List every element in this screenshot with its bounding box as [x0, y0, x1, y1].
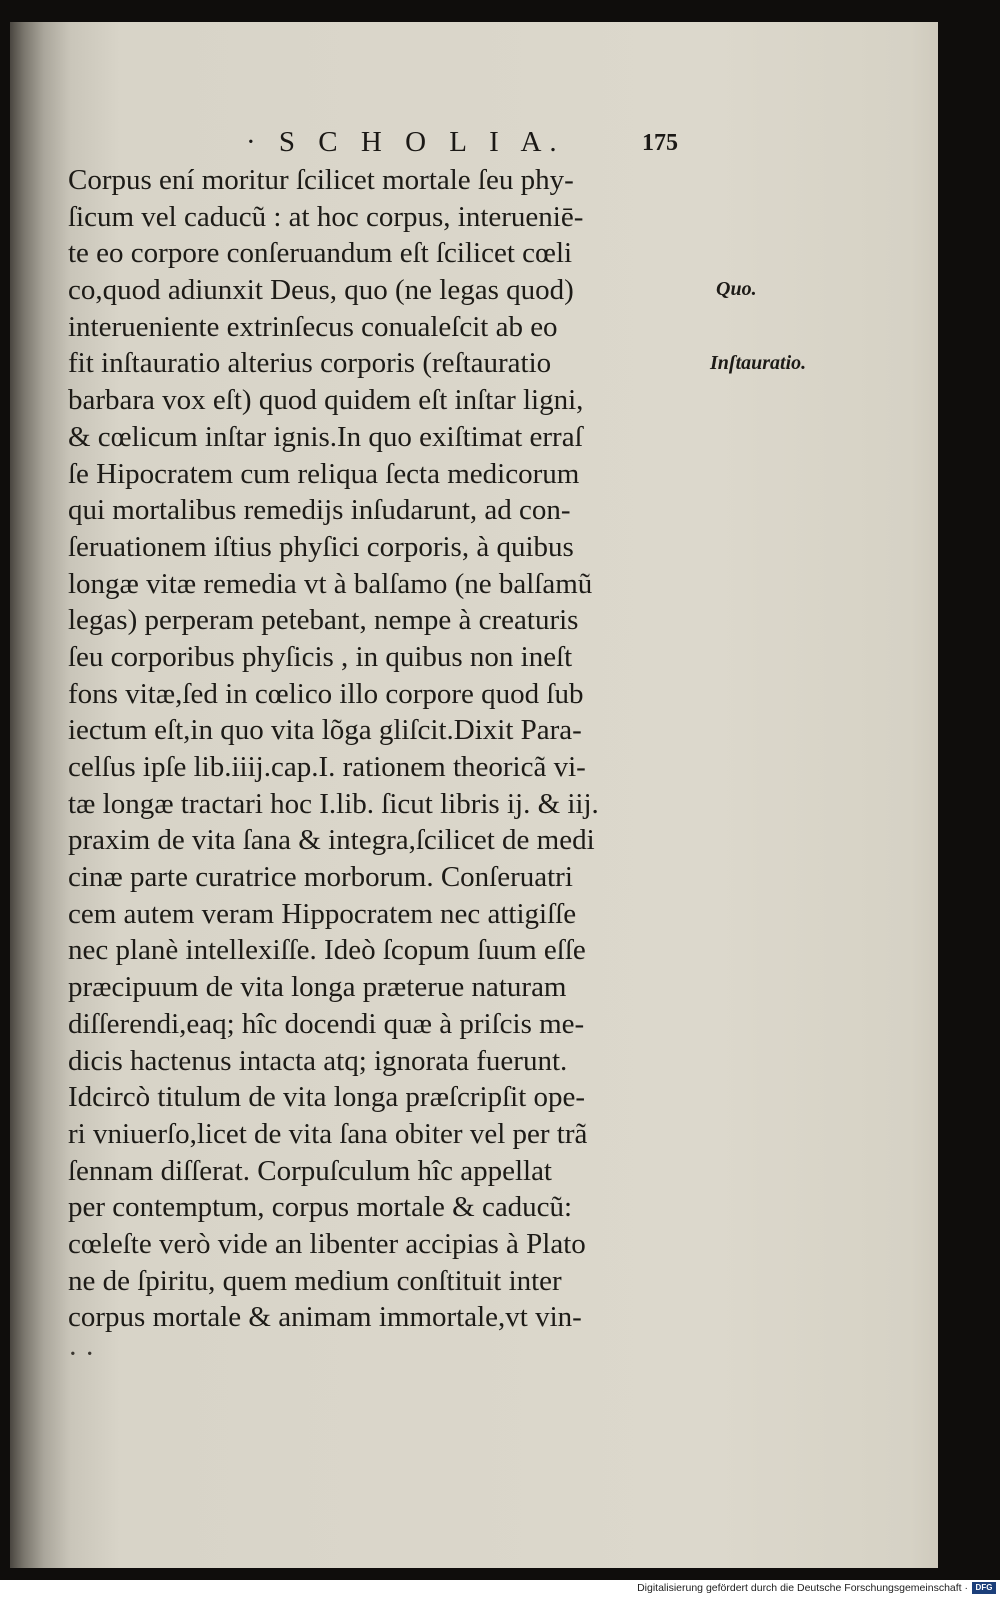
text-line: te eo corpore conſeruandum eſt ſcilicet cœli — [68, 237, 573, 270]
text-line: cinæ parte curatrice morborum. Conſeruatri — [68, 861, 573, 894]
text-line: ri vniuerſo,licet de vita ſana obiter vel per trã — [68, 1117, 588, 1150]
text-line: per contemptum, corpus mortale & caducũ: — [68, 1191, 573, 1224]
margin-note-instauratio: Inſtauratio. — [710, 352, 807, 374]
text-line: co,quod adiunxit Deus, quo (ne legas quod) — [68, 274, 574, 307]
running-head: · S C H O L I A. — [246, 126, 565, 158]
text-line: & cœlicum inſtar ignis.In quo exiſtimat erraſ — [68, 420, 583, 453]
text-line: praxim de vita ſana & integra,ſcilicet de medi — [68, 824, 595, 857]
text-line: cem autem veram Hippocratem nec attigiſſe — [68, 897, 577, 930]
text-line: fit inſtauratio alterius corporis (reſtauratio — [68, 347, 552, 380]
text-line: barbara vox eſt) quod quidem eſt inſtar ligni, — [68, 384, 584, 417]
text-line: fons vitæ,ſed in cœlico illo corpore quod ſub — [68, 677, 584, 710]
book-page — [10, 22, 938, 1568]
footer-credit: Digitalisierung gefördert durch die Deutsche Forschungsgemeinschaft · — [637, 1582, 968, 1594]
digitization-footer — [0, 1580, 1000, 1597]
text-line: longæ vitæ remedia vt à balſamo (ne balſamũ — [68, 567, 593, 600]
text-line: ne de ſpiritu, quem medium conſtituit inter — [68, 1264, 562, 1297]
text-line: celſus ipſe lib.iiij.cap.I. rationem theoricã vi- — [68, 751, 586, 783]
text-line: corpus mortale & animam immortale,vt vin- — [68, 1301, 582, 1334]
text-line: nec planè intellexiſſe. Ideò ſcopum ſuum eſſe — [68, 934, 586, 967]
text-line: ſennam diſſerat. Corpuſculum hîc appellat — [68, 1154, 552, 1187]
text-line: cœleſte verò vide an libenter accipias à Plato — [68, 1227, 586, 1260]
folio-number: 175 — [642, 130, 678, 156]
text-line: Corpus ení moritur ſcilicet mortale ſeu phy- — [68, 164, 574, 196]
catchword-fragment: · · — [68, 1338, 95, 1370]
dfg-logo-icon: DFG — [972, 1582, 996, 1594]
page-header — [10, 126, 938, 166]
text-line: præcipuum de vita longa præterue naturam — [68, 971, 567, 1004]
text-line: legas) perperam petebant, nempe à creaturis — [68, 604, 579, 637]
text-line: ſeruationem iſtius phyſici corporis, à quibus — [68, 530, 574, 563]
text-line: dicis hactenus intacta atq; ignorata fuerunt. — [68, 1044, 568, 1077]
text-line: qui mortalibus remedijs inſudarunt, ad con- — [68, 494, 571, 527]
text-line: diſſerendi,eaq; hîc docendi quæ à priſcis me- — [68, 1007, 585, 1040]
text-line: ſeu corporibus phyſicis , in quibus non ineſt — [68, 640, 573, 673]
text-line: tæ longæ tractari hoc I.lib. ſicut libris ij. & iij. — [68, 787, 599, 820]
text-line: Idcircò titulum de vita longa præſcripſit ope- — [68, 1081, 586, 1114]
text-line: interueniente extrinſecus conualeſcit ab eo — [68, 310, 558, 343]
text-line: iectum eſt,in quo vita lõga gliſcit.Dixit Para- — [68, 714, 582, 747]
text-line: ſicum vel caducũ : at hoc corpus, interueniē- — [68, 200, 584, 233]
text-line: ſe Hipocratem cum reliqua ſecta medicorum — [68, 457, 580, 490]
body-text — [68, 162, 728, 1373]
margin-note-quo: Quo. — [716, 278, 757, 300]
